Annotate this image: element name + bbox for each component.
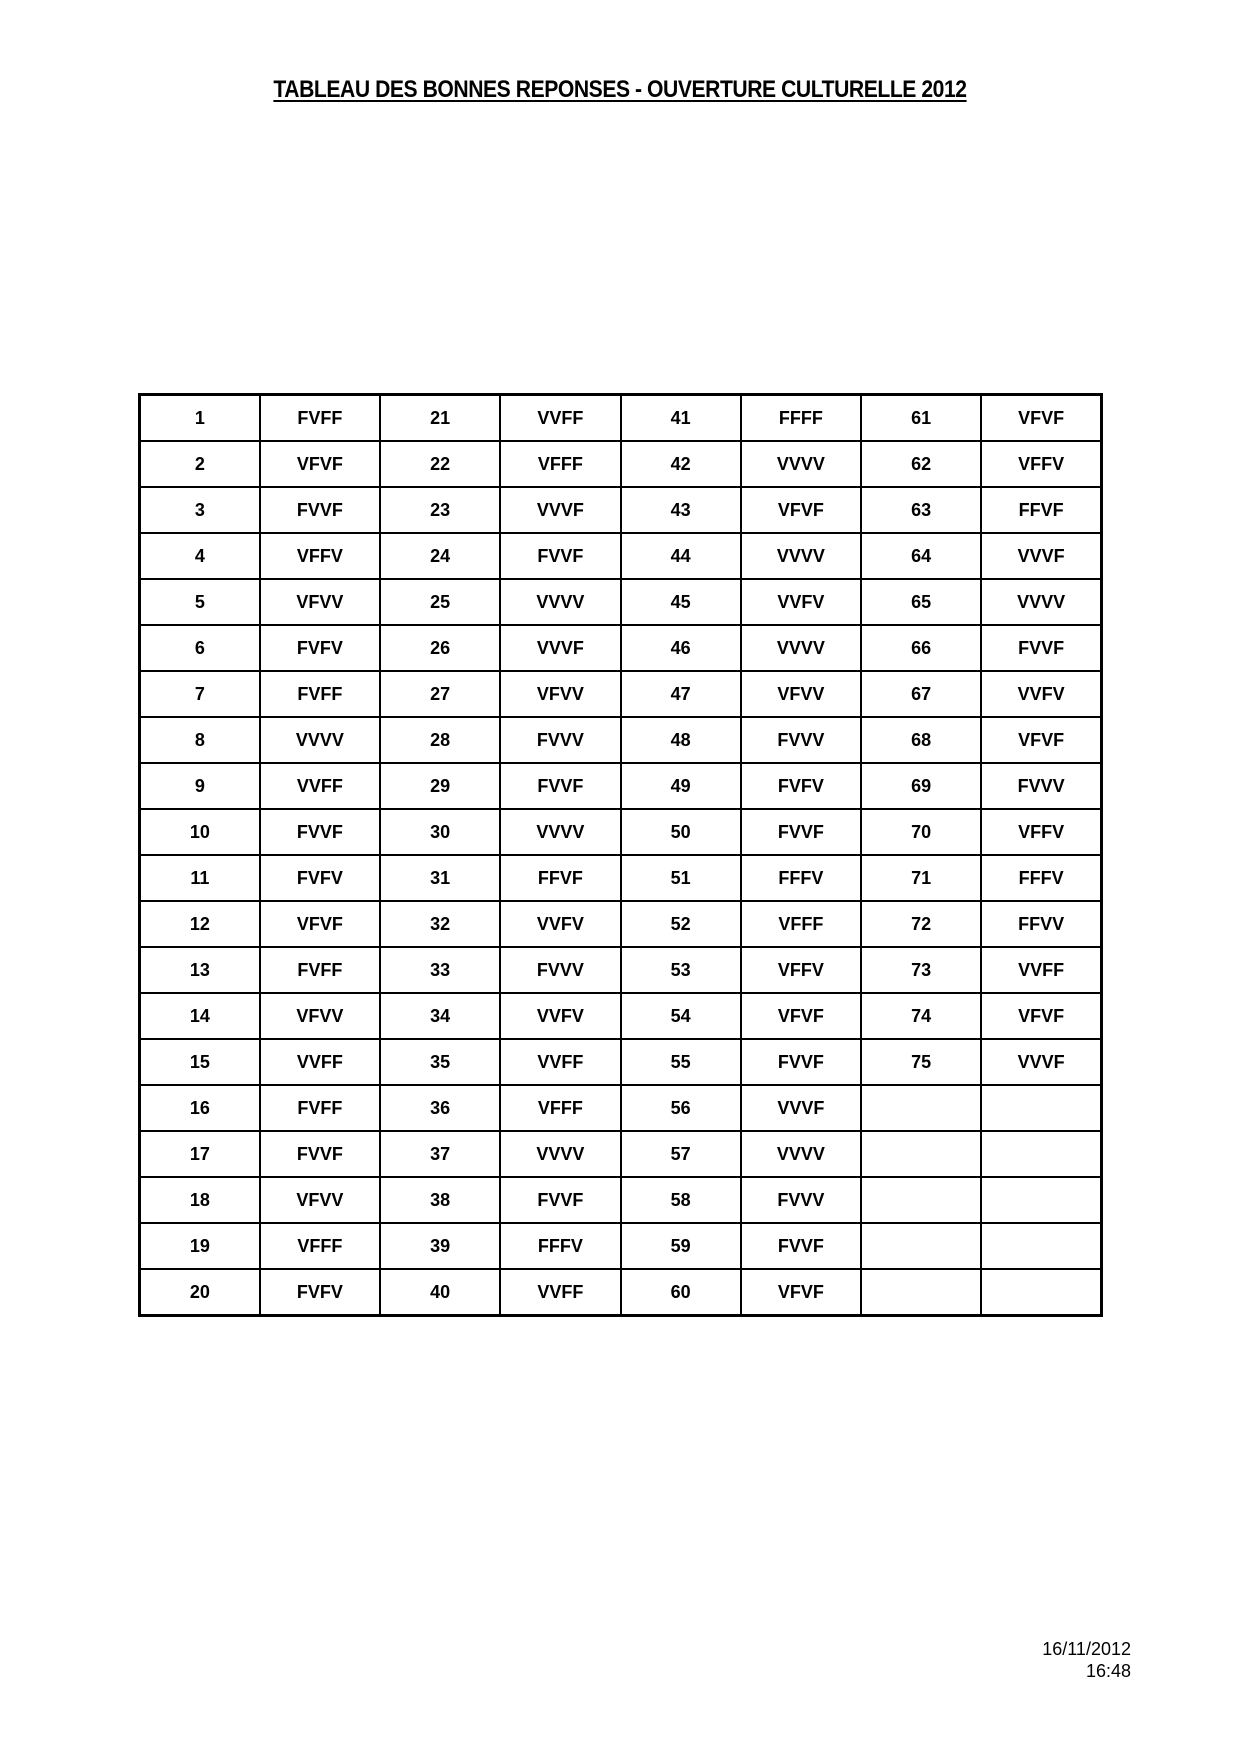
question-number-cell: 51 xyxy=(621,855,741,901)
answer-cell: FVVF xyxy=(741,809,861,855)
answer-cell: FVVV xyxy=(500,717,620,763)
question-number-cell: 32 xyxy=(380,901,500,947)
print-date: 16/11/2012 xyxy=(1042,1639,1131,1659)
answer-cell: VVVV xyxy=(741,533,861,579)
question-number-cell: 7 xyxy=(140,671,260,717)
answer-cell: FVVF xyxy=(500,533,620,579)
answer-cell: FFVF xyxy=(981,487,1101,533)
question-number-cell: 63 xyxy=(861,487,981,533)
question-number-cell: 27 xyxy=(380,671,500,717)
answer-cell: VFVF xyxy=(981,395,1101,442)
table-row xyxy=(140,1223,1102,1269)
question-number-cell: 40 xyxy=(380,1269,500,1316)
answer-cell: VFVF xyxy=(260,901,380,947)
question-number-cell xyxy=(861,1269,981,1316)
answer-cell: FFVV xyxy=(981,901,1101,947)
question-number-cell: 56 xyxy=(621,1085,741,1131)
table-row xyxy=(140,395,1102,442)
question-number-cell: 68 xyxy=(861,717,981,763)
question-number-cell: 10 xyxy=(140,809,260,855)
question-number-cell: 61 xyxy=(861,395,981,442)
question-number-cell: 23 xyxy=(380,487,500,533)
question-number-cell: 16 xyxy=(140,1085,260,1131)
answer-cell: VFVF xyxy=(981,993,1101,1039)
table-row xyxy=(140,441,1102,487)
question-number-cell: 70 xyxy=(861,809,981,855)
question-number-cell: 44 xyxy=(621,533,741,579)
answer-cell: VFVF xyxy=(981,717,1101,763)
question-number-cell: 34 xyxy=(380,993,500,1039)
answer-cell: FVFV xyxy=(260,1269,380,1316)
answer-cell: VVVF xyxy=(741,1085,861,1131)
table-row xyxy=(140,1039,1102,1085)
question-number-cell: 64 xyxy=(861,533,981,579)
question-number-cell: 35 xyxy=(380,1039,500,1085)
table-row xyxy=(140,1177,1102,1223)
question-number-cell: 49 xyxy=(621,763,741,809)
answer-cell: VFFF xyxy=(741,901,861,947)
question-number-cell: 26 xyxy=(380,625,500,671)
answer-cell: VFVF xyxy=(741,487,861,533)
answer-cell: VFVV xyxy=(741,671,861,717)
answer-cell: VVVF xyxy=(500,487,620,533)
answer-cell: VVVV xyxy=(741,625,861,671)
answer-cell: FVVV xyxy=(741,717,861,763)
answer-cell: VFFF xyxy=(260,1223,380,1269)
answer-cell: VVFF xyxy=(500,1269,620,1316)
table-row xyxy=(140,579,1102,625)
answer-cell xyxy=(981,1131,1101,1177)
question-number-cell: 60 xyxy=(621,1269,741,1316)
question-number-cell: 9 xyxy=(140,763,260,809)
question-number-cell: 67 xyxy=(861,671,981,717)
question-number-cell: 72 xyxy=(861,901,981,947)
answer-cell: VVFV xyxy=(500,993,620,1039)
answer-cell xyxy=(981,1085,1101,1131)
question-number-cell: 39 xyxy=(380,1223,500,1269)
question-number-cell: 25 xyxy=(380,579,500,625)
answer-cell: FVVF xyxy=(741,1223,861,1269)
answer-cell: FVVV xyxy=(981,763,1101,809)
answer-cell: VVFF xyxy=(500,1039,620,1085)
answer-cell: VVVV xyxy=(500,579,620,625)
table-row xyxy=(140,993,1102,1039)
question-number-cell xyxy=(861,1131,981,1177)
question-number-cell xyxy=(861,1223,981,1269)
question-number-cell: 37 xyxy=(380,1131,500,1177)
answer-cell: VVVV xyxy=(500,1131,620,1177)
question-number-cell: 19 xyxy=(140,1223,260,1269)
table-row xyxy=(140,717,1102,763)
question-number-cell: 47 xyxy=(621,671,741,717)
answer-cell: VVFF xyxy=(260,1039,380,1085)
answer-cell: VVFV xyxy=(741,579,861,625)
question-number-cell: 65 xyxy=(861,579,981,625)
answers-table-body xyxy=(140,395,1102,1316)
answer-cell xyxy=(981,1223,1101,1269)
answer-cell xyxy=(981,1269,1101,1316)
question-number-cell: 31 xyxy=(380,855,500,901)
question-number-cell xyxy=(861,1177,981,1223)
answer-cell: VFFV xyxy=(260,533,380,579)
table-row xyxy=(140,855,1102,901)
question-number-cell: 5 xyxy=(140,579,260,625)
question-number-cell: 75 xyxy=(861,1039,981,1085)
question-number-cell: 53 xyxy=(621,947,741,993)
question-number-cell: 3 xyxy=(140,487,260,533)
answer-cell: FVVF xyxy=(500,1177,620,1223)
answer-cell: VFFV xyxy=(741,947,861,993)
question-number-cell: 54 xyxy=(621,993,741,1039)
answer-cell: FVFV xyxy=(260,625,380,671)
question-number-cell: 41 xyxy=(621,395,741,442)
question-number-cell: 71 xyxy=(861,855,981,901)
question-number-cell: 28 xyxy=(380,717,500,763)
question-number-cell: 58 xyxy=(621,1177,741,1223)
question-number-cell: 45 xyxy=(621,579,741,625)
question-number-cell: 18 xyxy=(140,1177,260,1223)
question-number-cell: 2 xyxy=(140,441,260,487)
answer-cell: VVVF xyxy=(500,625,620,671)
answer-cell: VFVV xyxy=(260,993,380,1039)
question-number-cell: 30 xyxy=(380,809,500,855)
question-number-cell: 21 xyxy=(380,395,500,442)
answer-cell: VFVV xyxy=(260,1177,380,1223)
answer-cell: FFFV xyxy=(981,855,1101,901)
answer-cell: FVFV xyxy=(741,763,861,809)
question-number-cell: 55 xyxy=(621,1039,741,1085)
answer-cell: VVVV xyxy=(500,809,620,855)
question-number-cell: 52 xyxy=(621,901,741,947)
answer-cell: VVVV xyxy=(260,717,380,763)
question-number-cell: 42 xyxy=(621,441,741,487)
answer-cell: VVFV xyxy=(500,901,620,947)
answer-cell: FVVF xyxy=(500,763,620,809)
answer-cell: FVFV xyxy=(260,855,380,901)
answer-cell: VFVF xyxy=(260,441,380,487)
question-number-cell xyxy=(861,1085,981,1131)
answer-cell: VVFF xyxy=(981,947,1101,993)
answer-cell: FVVF xyxy=(260,1131,380,1177)
question-number-cell: 74 xyxy=(861,993,981,1039)
answers-table xyxy=(138,393,1103,1317)
table-row xyxy=(140,671,1102,717)
table-row xyxy=(140,1131,1102,1177)
question-number-cell: 1 xyxy=(140,395,260,442)
answer-cell: FVFF xyxy=(260,395,380,442)
answer-cell: VVFF xyxy=(260,763,380,809)
question-number-cell: 38 xyxy=(380,1177,500,1223)
answer-cell: FFFV xyxy=(500,1223,620,1269)
question-number-cell: 17 xyxy=(140,1131,260,1177)
answer-cell: VVVF xyxy=(981,533,1101,579)
table-row xyxy=(140,763,1102,809)
answer-cell: FVVF xyxy=(260,487,380,533)
answer-cell: FVFF xyxy=(260,671,380,717)
question-number-cell: 33 xyxy=(380,947,500,993)
question-number-cell: 66 xyxy=(861,625,981,671)
answer-cell: FVVF xyxy=(260,809,380,855)
answer-cell: VVFF xyxy=(500,395,620,442)
question-number-cell: 8 xyxy=(140,717,260,763)
answer-cell: VFFF xyxy=(500,441,620,487)
answer-cell: VFFV xyxy=(981,809,1101,855)
question-number-cell: 12 xyxy=(140,901,260,947)
question-number-cell: 15 xyxy=(140,1039,260,1085)
answer-cell: FVVF xyxy=(741,1039,861,1085)
question-number-cell: 43 xyxy=(621,487,741,533)
answer-cell: FFVF xyxy=(500,855,620,901)
table-row xyxy=(140,625,1102,671)
answer-cell: VVVV xyxy=(741,441,861,487)
question-number-cell: 22 xyxy=(380,441,500,487)
answer-cell: VVFV xyxy=(981,671,1101,717)
answer-cell: FVVV xyxy=(741,1177,861,1223)
question-number-cell: 59 xyxy=(621,1223,741,1269)
question-number-cell: 14 xyxy=(140,993,260,1039)
answer-cell: VFVF xyxy=(741,993,861,1039)
answer-cell: VFFF xyxy=(500,1085,620,1131)
question-number-cell: 48 xyxy=(621,717,741,763)
answer-cell: FFFV xyxy=(741,855,861,901)
question-number-cell: 50 xyxy=(621,809,741,855)
answer-cell: VFVF xyxy=(741,1269,861,1316)
answer-cell: VFFV xyxy=(981,441,1101,487)
answer-cell: VFVV xyxy=(500,671,620,717)
answer-cell: VFVV xyxy=(260,579,380,625)
table-row xyxy=(140,533,1102,579)
print-time: 16:48 xyxy=(1085,1661,1131,1681)
question-number-cell: 24 xyxy=(380,533,500,579)
print-footer xyxy=(1042,1638,1131,1682)
table-row xyxy=(140,1269,1102,1316)
answer-cell: FVFF xyxy=(260,1085,380,1131)
question-number-cell: 20 xyxy=(140,1269,260,1316)
question-number-cell: 11 xyxy=(140,855,260,901)
answer-cell: VVVV xyxy=(981,579,1101,625)
table-row xyxy=(140,947,1102,993)
question-number-cell: 29 xyxy=(380,763,500,809)
table-row xyxy=(140,487,1102,533)
question-number-cell: 69 xyxy=(861,763,981,809)
question-number-cell: 36 xyxy=(380,1085,500,1131)
answer-cell: VVVV xyxy=(741,1131,861,1177)
question-number-cell: 4 xyxy=(140,533,260,579)
question-number-cell: 73 xyxy=(861,947,981,993)
answer-cell xyxy=(981,1177,1101,1223)
answer-cell: FVVF xyxy=(981,625,1101,671)
answer-cell: VVVF xyxy=(981,1039,1101,1085)
question-number-cell: 13 xyxy=(140,947,260,993)
answer-cell: FFFF xyxy=(741,395,861,442)
answer-cell: FVFF xyxy=(260,947,380,993)
page-title: TABLEAU DES BONNES REPONSES - OUVERTURE CULTURELLE 2012 xyxy=(273,76,967,103)
question-number-cell: 46 xyxy=(621,625,741,671)
question-number-cell: 6 xyxy=(140,625,260,671)
table-row xyxy=(140,1085,1102,1131)
table-row xyxy=(140,809,1102,855)
answer-cell: FVVV xyxy=(500,947,620,993)
question-number-cell: 57 xyxy=(621,1131,741,1177)
question-number-cell: 62 xyxy=(861,441,981,487)
table-row xyxy=(140,901,1102,947)
